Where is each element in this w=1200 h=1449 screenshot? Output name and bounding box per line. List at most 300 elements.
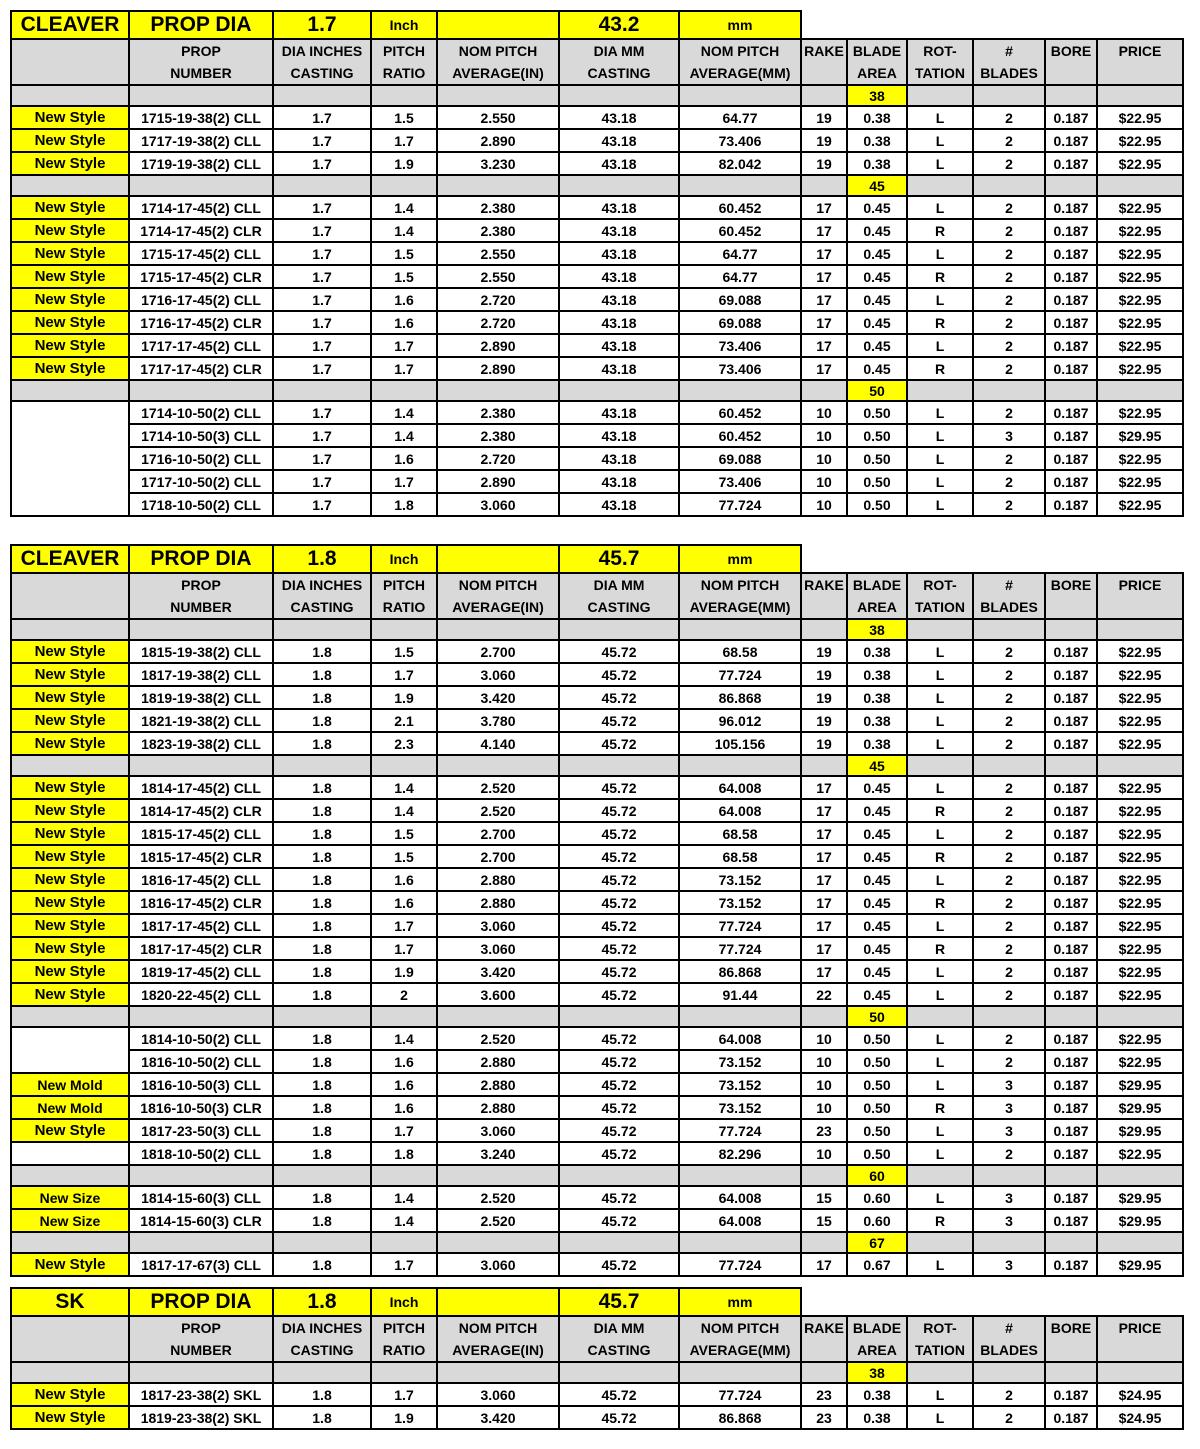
blades: 2 — [973, 401, 1045, 424]
rake: 10 — [801, 470, 847, 493]
pitch-ratio: 1.9 — [371, 152, 437, 175]
group-spacer — [371, 619, 437, 640]
nom-pitch-mm: 96.012 — [679, 709, 801, 732]
header-price — [1097, 1316, 1183, 1362]
dia-mm: 45.72 — [559, 732, 679, 755]
header-nom-mm — [679, 39, 801, 85]
pitch-ratio: 1.6 — [371, 1096, 437, 1119]
group-spacer — [559, 1006, 679, 1027]
rake: 19 — [801, 709, 847, 732]
prop-number: 1817-17-45(2) CLR — [129, 937, 273, 960]
style-badge: New Mold — [11, 1073, 129, 1096]
header-line-2: CASTING — [290, 599, 354, 615]
prop-number: 1719-19-38(2) CLL — [129, 152, 273, 175]
nom-pitch-mm: 60.452 — [679, 401, 801, 424]
nom-pitch-mm: 73.152 — [679, 868, 801, 891]
dia-inches: 1.7 — [273, 219, 371, 242]
header-line-2: AVERAGE(MM) — [689, 599, 791, 615]
bore: 0.187 — [1045, 868, 1097, 891]
group-spacer — [679, 1165, 801, 1186]
table-row — [11, 1253, 1183, 1276]
pitch-ratio: 2 — [371, 983, 437, 1006]
dia-mm: 43.18 — [559, 152, 679, 175]
rotation: L — [907, 709, 973, 732]
nom-pitch-mm: 60.452 — [679, 219, 801, 242]
group-spacer — [801, 1362, 847, 1383]
pitch-ratio: 1.4 — [371, 776, 437, 799]
group-spacer — [11, 1232, 129, 1253]
header-line-2: CASTING — [290, 1342, 354, 1358]
rake: 10 — [801, 401, 847, 424]
header-line-2: RATIO — [382, 599, 426, 615]
group-spacer — [371, 380, 437, 401]
pitch-ratio: 1.9 — [371, 960, 437, 983]
dia-mm: 45.72 — [559, 663, 679, 686]
blades: 2 — [973, 357, 1045, 380]
rotation: L — [907, 1383, 973, 1406]
dia-mm: 45.72 — [559, 822, 679, 845]
pitch-ratio: 1.7 — [371, 1119, 437, 1142]
pitch-ratio: 1.5 — [371, 822, 437, 845]
table-row — [11, 401, 1183, 424]
group-area-label: 60 — [847, 1165, 907, 1186]
dia-mm: 43.18 — [559, 424, 679, 447]
dia-inches: 1.8 — [273, 1050, 371, 1073]
group-spacer — [437, 619, 559, 640]
dia-mm: 45.72 — [559, 1209, 679, 1232]
dia-inches: 1.8 — [273, 822, 371, 845]
group-spacer — [679, 755, 801, 776]
style-badge: New Size — [11, 1186, 129, 1209]
prop-number: 1714-17-45(2) CLL — [129, 196, 273, 219]
group-spacer — [437, 175, 559, 196]
header-prop — [129, 573, 273, 619]
header-line-2: RATIO — [382, 1342, 426, 1358]
table-row — [11, 891, 1183, 914]
nom-pitch-mm: 64.008 — [679, 776, 801, 799]
bore: 0.187 — [1045, 732, 1097, 755]
header-line-1: NOM PITCH — [700, 1320, 780, 1336]
bore: 0.187 — [1045, 640, 1097, 663]
header-pitch-ratio — [371, 573, 437, 619]
dia-inches: 1.7 — [273, 470, 371, 493]
table-row — [11, 334, 1183, 357]
nom-pitch-mm: 69.088 — [679, 311, 801, 334]
group-spacer — [973, 1232, 1045, 1253]
nom-pitch-in: 2.700 — [437, 822, 559, 845]
price: $22.95 — [1097, 106, 1183, 129]
price: $22.95 — [1097, 822, 1183, 845]
blades: 2 — [973, 937, 1045, 960]
price: $22.95 — [1097, 357, 1183, 380]
group-spacer — [129, 755, 273, 776]
rotation: L — [907, 129, 973, 152]
group-spacer — [907, 619, 973, 640]
group-spacer — [973, 1006, 1045, 1027]
brand-label: SK — [11, 1288, 129, 1316]
pitch-ratio: 1.7 — [371, 357, 437, 380]
prop-number: 1715-19-38(2) CLL — [129, 106, 273, 129]
nom-pitch-in: 2.880 — [437, 1050, 559, 1073]
header-line-1: DIA INCHES — [281, 43, 363, 59]
section-title-row — [11, 545, 1183, 573]
bore: 0.187 — [1045, 1142, 1097, 1165]
prop-number: 1817-19-38(2) CLL — [129, 663, 273, 686]
group-spacer — [679, 1232, 801, 1253]
pitch-ratio: 1.4 — [371, 1209, 437, 1232]
dia-mm: 43.18 — [559, 288, 679, 311]
column-header-row — [11, 573, 1183, 619]
group-spacer — [273, 85, 371, 106]
header-line-2: AREA — [857, 65, 897, 81]
price: $22.95 — [1097, 868, 1183, 891]
prop-number: 1817-17-67(3) CLL — [129, 1253, 273, 1276]
nom-pitch-mm: 77.724 — [679, 493, 801, 516]
nom-pitch-mm: 77.724 — [679, 1119, 801, 1142]
dia-mm-value: 45.7 — [559, 545, 679, 573]
bore: 0.187 — [1045, 265, 1097, 288]
blades: 2 — [973, 242, 1045, 265]
dia-inches: 1.8 — [273, 1383, 371, 1406]
style-badge: New Style — [11, 640, 129, 663]
header-rake — [801, 1316, 847, 1362]
nom-pitch-in: 2.700 — [437, 640, 559, 663]
group-spacer — [129, 1006, 273, 1027]
style-badge: New Style — [11, 1383, 129, 1406]
group-spacer — [907, 755, 973, 776]
header-line-1: NOM PITCH — [458, 1320, 538, 1336]
rake: 15 — [801, 1209, 847, 1232]
rake: 17 — [801, 799, 847, 822]
dia-inches: 1.7 — [273, 447, 371, 470]
group-spacer — [437, 1232, 559, 1253]
style-badge: New Style — [11, 686, 129, 709]
nom-pitch-mm: 73.406 — [679, 470, 801, 493]
nom-pitch-mm: 73.152 — [679, 1096, 801, 1119]
dia-mm: 45.72 — [559, 937, 679, 960]
nom-pitch-mm: 69.088 — [679, 447, 801, 470]
bore: 0.187 — [1045, 1406, 1097, 1429]
prop-dia-label: PROP DIA — [129, 545, 273, 573]
pitch-ratio: 2.1 — [371, 709, 437, 732]
price: $22.95 — [1097, 219, 1183, 242]
blade-area: 0.45 — [847, 914, 907, 937]
rotation: R — [907, 1096, 973, 1119]
bore: 0.187 — [1045, 1050, 1097, 1073]
dia-mm: 45.72 — [559, 1050, 679, 1073]
prop-number: 1816-17-45(2) CLR — [129, 891, 273, 914]
price: $22.95 — [1097, 663, 1183, 686]
prop-number: 1816-10-50(3) CLL — [129, 1073, 273, 1096]
style-blank — [11, 401, 129, 516]
rotation: L — [907, 106, 973, 129]
price: $22.95 — [1097, 334, 1183, 357]
header-line-1: PROP — [181, 43, 221, 59]
blade-area: 0.50 — [847, 1073, 907, 1096]
rotation: L — [907, 242, 973, 265]
style-badge: New Style — [11, 288, 129, 311]
bore: 0.187 — [1045, 493, 1097, 516]
blank-space — [801, 11, 1183, 39]
blade-area: 0.50 — [847, 1027, 907, 1050]
prop-number: 1814-15-60(3) CLL — [129, 1186, 273, 1209]
pitch-ratio: 1.7 — [371, 937, 437, 960]
group-spacer — [1097, 755, 1183, 776]
pitch-ratio: 1.6 — [371, 288, 437, 311]
dia-mm-value: 45.7 — [559, 1288, 679, 1316]
rake: 19 — [801, 129, 847, 152]
blade-area-group-row — [11, 1165, 1183, 1186]
bore: 0.187 — [1045, 1209, 1097, 1232]
nom-pitch-in: 3.060 — [437, 1253, 559, 1276]
dia-inches: 1.8 — [273, 776, 371, 799]
table-row — [11, 152, 1183, 175]
bore: 0.187 — [1045, 1253, 1097, 1276]
rake: 17 — [801, 334, 847, 357]
blade-area: 0.45 — [847, 891, 907, 914]
pitch-ratio: 1.6 — [371, 1073, 437, 1096]
nom-pitch-mm: 64.77 — [679, 242, 801, 265]
nom-pitch-in: 2.520 — [437, 1209, 559, 1232]
nom-pitch-mm: 64.008 — [679, 1209, 801, 1232]
table-row — [11, 640, 1183, 663]
blank-space — [801, 545, 1183, 573]
group-spacer — [559, 1165, 679, 1186]
nom-pitch-in: 3.780 — [437, 709, 559, 732]
blade-area-group-row — [11, 380, 1183, 401]
dia-inches: 1.8 — [273, 640, 371, 663]
group-spacer — [1045, 1232, 1097, 1253]
section-title-row — [11, 11, 1183, 39]
blade-area: 0.45 — [847, 937, 907, 960]
style-badge: New Style — [11, 960, 129, 983]
header-line-2: RATIO — [382, 65, 426, 81]
group-spacer — [679, 380, 801, 401]
rake: 17 — [801, 868, 847, 891]
prop-number: 1816-10-50(3) CLR — [129, 1096, 273, 1119]
rake: 10 — [801, 1050, 847, 1073]
rotation: L — [907, 288, 973, 311]
prop-number: 1815-17-45(2) CLR — [129, 845, 273, 868]
rake: 19 — [801, 732, 847, 755]
bore: 0.187 — [1045, 424, 1097, 447]
section-table — [10, 544, 1184, 1277]
blade-area: 0.45 — [847, 196, 907, 219]
table-row — [11, 196, 1183, 219]
group-spacer — [679, 85, 801, 106]
group-spacer — [129, 619, 273, 640]
style-badge: New Style — [11, 1253, 129, 1276]
blades: 2 — [973, 447, 1045, 470]
group-spacer — [559, 1232, 679, 1253]
style-badge: New Style — [11, 152, 129, 175]
rotation: L — [907, 447, 973, 470]
nom-pitch-mm: 77.724 — [679, 1383, 801, 1406]
group-spacer — [1097, 175, 1183, 196]
prop-number: 1717-10-50(2) CLL — [129, 470, 273, 493]
table-row — [11, 845, 1183, 868]
dia-inches: 1.8 — [273, 663, 371, 686]
nom-pitch-in: 3.420 — [437, 686, 559, 709]
group-spacer — [973, 619, 1045, 640]
header-line-1: # — [1005, 43, 1013, 59]
blade-area: 0.38 — [847, 663, 907, 686]
bore: 0.187 — [1045, 334, 1097, 357]
pitch-ratio: 1.7 — [371, 914, 437, 937]
nom-pitch-in: 3.420 — [437, 960, 559, 983]
dia-inches: 1.7 — [273, 196, 371, 219]
blades: 3 — [973, 1096, 1045, 1119]
style-badge: New Style — [11, 822, 129, 845]
blades: 2 — [973, 152, 1045, 175]
group-spacer — [1045, 1362, 1097, 1383]
prop-number: 1714-17-45(2) CLR — [129, 219, 273, 242]
dia-inches: 1.8 — [273, 1142, 371, 1165]
blade-area-group-row — [11, 619, 1183, 640]
blade-area-group-row — [11, 85, 1183, 106]
blank-space — [801, 1288, 1183, 1316]
rake: 10 — [801, 424, 847, 447]
price: $24.95 — [1097, 1406, 1183, 1429]
table-row — [11, 868, 1183, 891]
dia-mm: 45.72 — [559, 960, 679, 983]
header-dia-mm — [559, 573, 679, 619]
style-badge: New Style — [11, 845, 129, 868]
bore: 0.187 — [1045, 983, 1097, 1006]
bore: 0.187 — [1045, 196, 1097, 219]
header-dia-in — [273, 1316, 371, 1362]
group-spacer — [801, 175, 847, 196]
bore: 0.187 — [1045, 709, 1097, 732]
group-spacer — [11, 755, 129, 776]
prop-number: 1714-10-50(3) CLL — [129, 424, 273, 447]
header-prop — [129, 1316, 273, 1362]
header-nom-mm — [679, 1316, 801, 1362]
price: $22.95 — [1097, 265, 1183, 288]
group-area-label: 50 — [847, 1006, 907, 1027]
nom-pitch-in: 2.550 — [437, 265, 559, 288]
header-prop — [129, 39, 273, 85]
rake: 17 — [801, 776, 847, 799]
header-blank — [11, 1316, 129, 1362]
rotation: L — [907, 640, 973, 663]
blade-area: 0.38 — [847, 686, 907, 709]
header-blade-area — [847, 39, 907, 85]
pitch-ratio: 1.6 — [371, 868, 437, 891]
mm-unit: mm — [679, 1288, 801, 1316]
group-spacer — [801, 755, 847, 776]
dia-inches: 1.7 — [273, 311, 371, 334]
group-spacer — [907, 85, 973, 106]
blades: 2 — [973, 891, 1045, 914]
dia-inches: 1.7 — [273, 424, 371, 447]
group-spacer — [1097, 1165, 1183, 1186]
header-nom-in — [437, 39, 559, 85]
nom-pitch-mm: 68.58 — [679, 640, 801, 663]
dia-mm: 45.72 — [559, 686, 679, 709]
blade-area: 0.45 — [847, 799, 907, 822]
table-row — [11, 663, 1183, 686]
nom-pitch-mm: 64.008 — [679, 1027, 801, 1050]
dia-mm: 45.72 — [559, 868, 679, 891]
price: $22.95 — [1097, 799, 1183, 822]
bore: 0.187 — [1045, 1119, 1097, 1142]
dia-inches: 1.8 — [273, 1027, 371, 1050]
header-line-1: BLADE — [852, 1320, 902, 1336]
header-dia-mm — [559, 39, 679, 85]
pitch-ratio: 1.4 — [371, 1027, 437, 1050]
prop-number: 1815-19-38(2) CLL — [129, 640, 273, 663]
nom-pitch-mm: 86.868 — [679, 960, 801, 983]
nom-pitch-mm: 64.77 — [679, 265, 801, 288]
table-row — [11, 1209, 1183, 1232]
blade-area: 0.45 — [847, 960, 907, 983]
blades: 2 — [973, 983, 1045, 1006]
header-line-1: DIA MM — [593, 43, 645, 59]
group-spacer — [273, 175, 371, 196]
table-row — [11, 1119, 1183, 1142]
nom-pitch-in: 2.550 — [437, 106, 559, 129]
header-line-2: AREA — [857, 1342, 897, 1358]
header-line-1: PRICE — [1118, 577, 1162, 593]
bore: 0.187 — [1045, 914, 1097, 937]
header-rake — [801, 573, 847, 619]
header-dia-mm — [559, 1316, 679, 1362]
nom-pitch-mm: 64.008 — [679, 1186, 801, 1209]
header-line-1: RAKE — [804, 1320, 844, 1336]
table-row — [11, 822, 1183, 845]
blade-area: 0.45 — [847, 219, 907, 242]
pitch-ratio: 1.4 — [371, 219, 437, 242]
blade-area: 0.50 — [847, 1119, 907, 1142]
group-spacer — [1045, 175, 1097, 196]
group-spacer — [801, 619, 847, 640]
style-badge: New Style — [11, 219, 129, 242]
group-area-label: 38 — [847, 1362, 907, 1383]
nom-pitch-in: 3.600 — [437, 983, 559, 1006]
dia-inches: 1.8 — [273, 914, 371, 937]
blades: 2 — [973, 106, 1045, 129]
nom-pitch-mm: 86.868 — [679, 1406, 801, 1429]
rake: 10 — [801, 1142, 847, 1165]
group-spacer — [1097, 1232, 1183, 1253]
prop-number: 1821-19-38(2) CLL — [129, 709, 273, 732]
rake: 15 — [801, 1186, 847, 1209]
prop-number: 1820-22-45(2) CLL — [129, 983, 273, 1006]
bore: 0.187 — [1045, 1073, 1097, 1096]
header-line-1: DIA INCHES — [281, 577, 363, 593]
dia-inches: 1.8 — [273, 960, 371, 983]
group-spacer — [129, 1362, 273, 1383]
header-blade-area — [847, 1316, 907, 1362]
header-blades — [973, 39, 1045, 85]
group-spacer — [11, 1006, 129, 1027]
nom-pitch-mm: 91.44 — [679, 983, 801, 1006]
group-spacer — [559, 175, 679, 196]
group-spacer — [559, 85, 679, 106]
group-area-label: 67 — [847, 1232, 907, 1253]
blades: 2 — [973, 845, 1045, 868]
pitch-ratio: 1.5 — [371, 106, 437, 129]
price: $22.95 — [1097, 1142, 1183, 1165]
table-row — [11, 447, 1183, 470]
header-line-1: NOM PITCH — [700, 43, 780, 59]
dia-mm: 45.72 — [559, 1383, 679, 1406]
blade-area-group-row — [11, 175, 1183, 196]
style-badge: New Style — [11, 129, 129, 152]
header-line-1: BORE — [1050, 577, 1092, 593]
dia-inches: 1.8 — [273, 1073, 371, 1096]
